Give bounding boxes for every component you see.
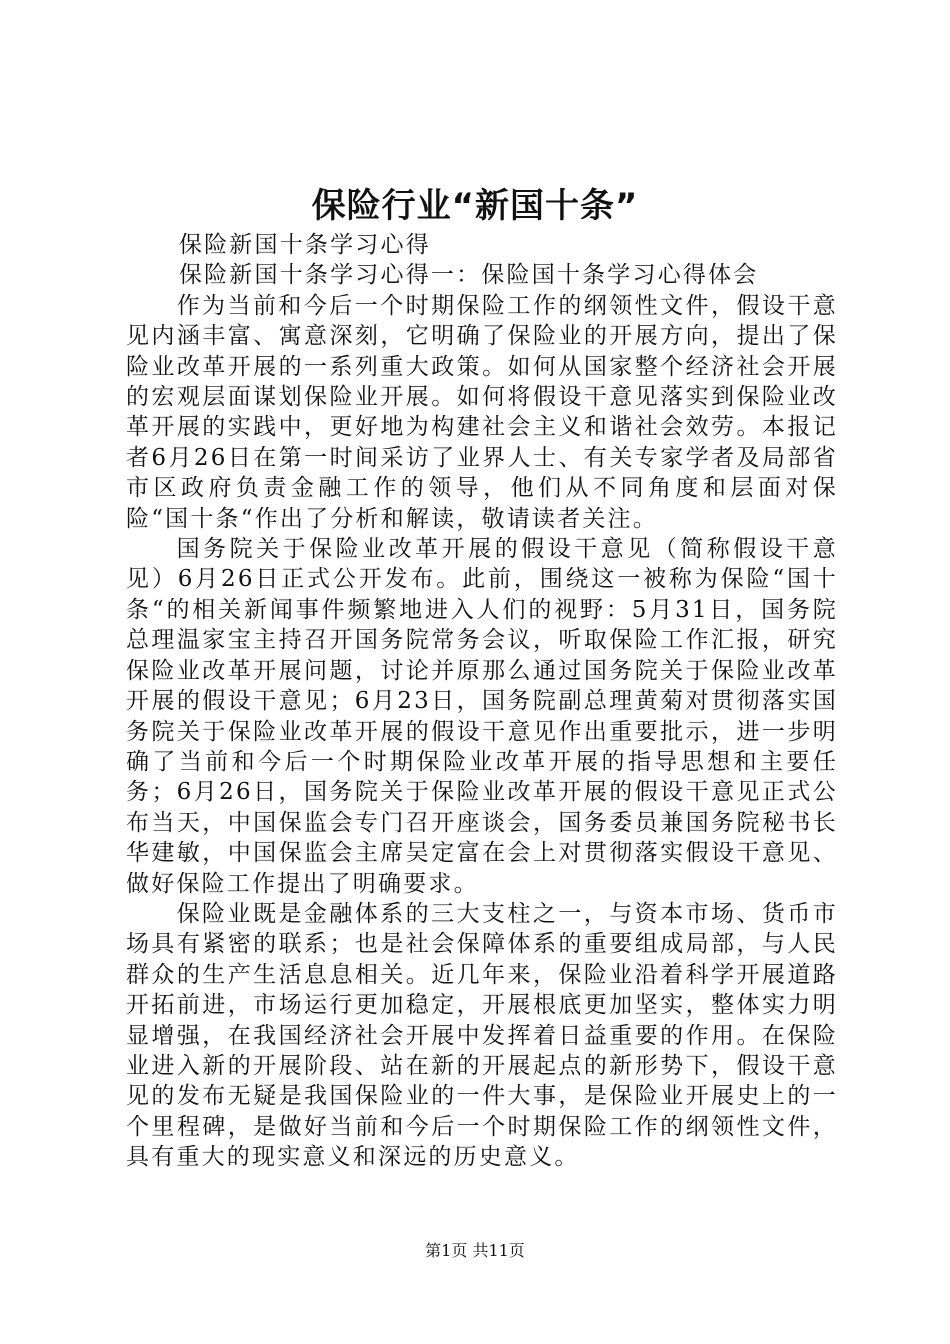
paragraph-2: 国务院关于保险业改革开展的假设干意见（简称假设干意见）6月26日正式公开发布。此前，围绕这一被称为保险“国十条“的相关新闻事件频繁地进入人们的视野：5月31日，国务院总理温家宝主持召开国务院常务会议，听取保险工作汇报，研究保险业改革开展问题，讨论并原那么通过国务院关于保险业改革开展的假设干意见；6月23日，国务院副总理黄菊对贯彻落实国务院关于保险业改革开展的假设干意见作出重要批示，进一步明确了当前和今后一个时期保险业改革开展的指导思想和主要任务；6月26日，国务院关于保险业改革开展的假设干意见正式公布当天，中国保监会专门召开座谈会，国务委员兼国务院秘书长华建敏，中国保监会主席吴定富在会上对贯彻落实假设干意见、做好保险工作提出了明确要求。: [126, 536, 838, 897]
subtitle-heading-2: 保险新国十条学习心得一：保险国十条学习心得体会: [178, 262, 759, 289]
paragraph-3: 保险业既是金融体系的三大支柱之一，与资本市场、货币市场具有紧密的联系；也是社会保障体系的重要组成局部，与人民群众的生产生活息息相关。近几年来，保险业沿着科学开展道路开拓前进，市场运行更加稳定，开展根底更加坚实，整体实力明显增强，在我国经济社会开展中发挥着日益重要的作用。在保险业进入新的开展阶段、站在新的开展起点的新形势下，假设干意见的发布无疑是我国保险业的一件大事，是保险业开展史上的一个里程碑，是做好当前和今后一个时期保险工作的纲领性文件，具有重大的现实意义和深远的历史意义。: [126, 900, 838, 1171]
document-body: [126, 230, 838, 1173]
paragraph-1: 作为当前和今后一个时期保险工作的纲领性文件，假设干意见内涵丰富、寓意深刻，它明确了保险业的开展方向，提出了保险业改革开展的一系列重大政策。如何从国家整个经济社会开展的宏观层面谋划保险业开展。如何将假设干意见落实到保险业改革开展的实践中，更好地为构建社会主义和谐社会效劳。本报记者6月26日在第一时间采访了业界人士、有关专家学者及局部省市区政府负责金融工作的领导，他们从不同角度和层面对保险“国十条“作出了分析和解读，敬请读者关注。: [126, 292, 838, 532]
subtitle-heading: 保险新国十条学习心得: [178, 232, 431, 258]
page-number-footer: 第1页 共11页: [425, 1241, 525, 1260]
document-title: 保险行业“新国十条”: [311, 186, 639, 226]
